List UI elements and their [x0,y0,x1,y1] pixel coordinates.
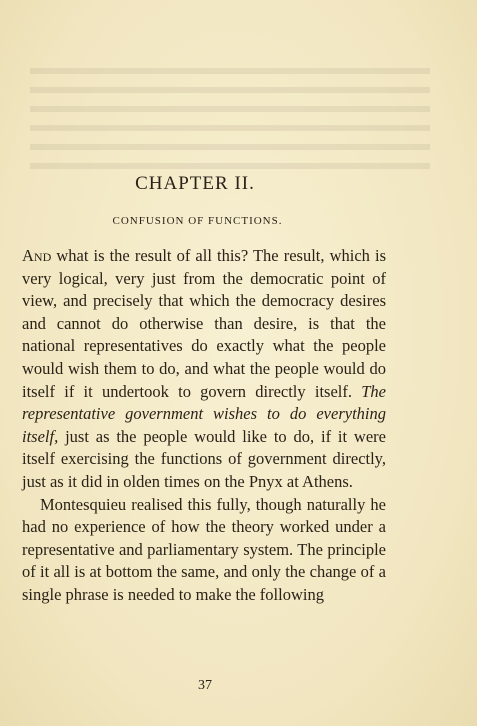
paragraph-1-part-2: just as the people would like to do, if it were itself exercising the functions of government directly, just as it did in olden times on the Pnyx at Athens. [22,426,386,491]
italic-emphasis: The representative government wishes to do everything itself, [22,381,386,446]
paragraph-1-part-1: what is the result of all this? The result, which is very logical, very just from the democratic point of view, and precisely that which the democracy desires and cannot do otherwise than desire, is that the national representatives do exactly what the people would wish them to do, and what the people would do itself if it undertook to govern directly itself. [22,246,386,401]
chapter-subtitle: CONFUSION OF FUNCTIONS. [112,215,283,227]
page-number: 37 [198,678,212,693]
paragraph-lead-word: And [22,246,52,265]
show-through-text [30,55,430,175]
paragraph-2: Montesquieu realised this fully, though naturally he had no experience of how the theory worked under a representative and parliamentary system. The principle of it all is at bottom the same, and only the change of a single phrase is needed to make the following [22,494,386,604]
paragraph-1 [22,245,386,494]
chapter-title: CHAPTER II. [135,173,255,194]
body-text [22,245,386,607]
